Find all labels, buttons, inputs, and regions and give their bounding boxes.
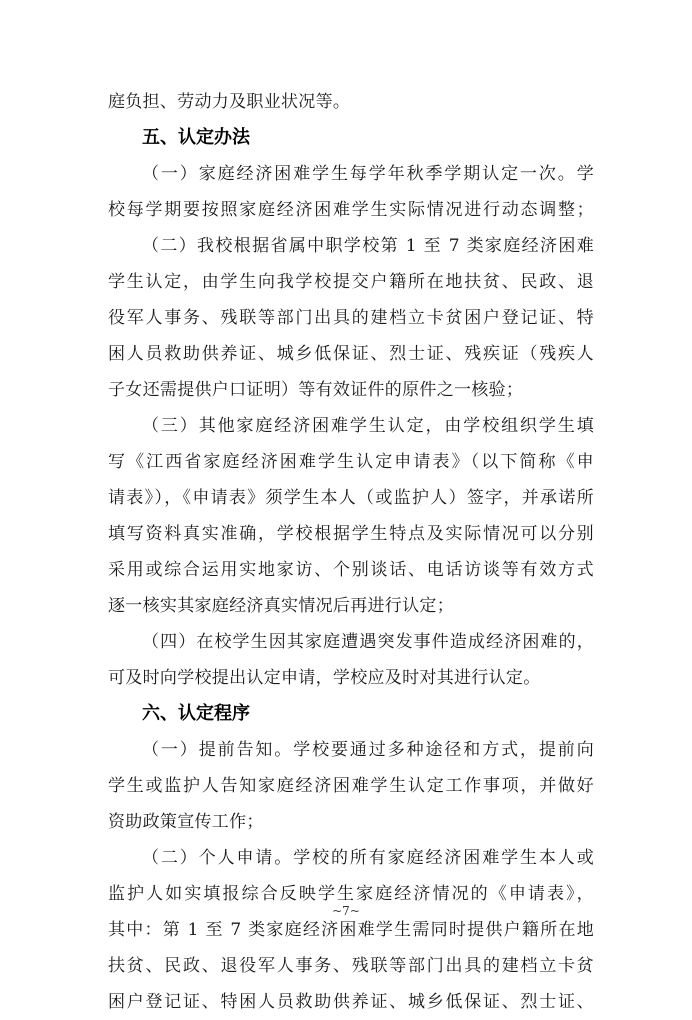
paragraph-line: （二）个人申请。学校的所有家庭经济困难学生本人或 — [142, 848, 594, 868]
paragraph-line: 写《江西省家庭经济困难学生认定申请表》（以下简称《申 — [108, 452, 594, 472]
paragraph-line: 逐一核实其家庭经济真实情况后再进行认定； — [108, 596, 454, 616]
paragraph-line: 其中：第 1 至 7 类家庭经济困难学生需同时提供户籍所在地 — [108, 920, 594, 940]
paragraph-line: 困人员救助供养证、城乡低保证、烈士证、残疾证（残疾人 — [108, 344, 594, 364]
paragraph-line: 资助政策宣传工作； — [108, 812, 264, 832]
paragraph-line: （一）提前告知。学校要通过多种途径和方式，提前向 — [142, 740, 594, 760]
paragraph-line: 扶贫、民政、退役军人事务、残联等部门出具的建档立卡贫 — [108, 956, 594, 976]
paragraph-line: （四）在校学生因其家庭遭遇突发事件造成经济困难的， — [142, 632, 594, 652]
paragraph-line: 庭负担、劳动力及职业状况等。 — [108, 92, 351, 112]
paragraph-line: （二）我校根据省属中职学校第 1 至 7 类家庭经济困难 — [142, 236, 594, 256]
paragraph-line: 役军人事务、残联等部门出具的建档立卡贫困户登记证、特 — [108, 308, 594, 328]
paragraph-line: 请表》），《申请表》须学生本人（或监护人）签字，并承诺所 — [108, 488, 594, 508]
paragraph-line: 校每学期要按照家庭经济困难学生实际情况进行动态调整； — [108, 200, 594, 220]
section-heading-6: 六、认定程序 — [142, 703, 250, 724]
section-heading-5: 五、认定办法 — [142, 127, 250, 148]
paragraph-line: 子女还需提供户口证明）等有效证件的原件之一核验； — [108, 380, 524, 400]
document-body — [108, 84, 594, 1020]
paragraph-line: 填写资料真实准确，学校根据学生特点及实际情况可以分别 — [108, 524, 594, 544]
paragraph-line: （一）家庭经济困难学生每学年秋季学期认定一次。学 — [142, 164, 594, 184]
paragraph-line: 采用或综合运用实地家访、个别谈话、电话访谈等有效方式 — [108, 560, 594, 580]
paragraph-line: 困户登记证、特困人员救助供养证、城乡低保证、烈士证、 — [108, 992, 594, 1012]
paragraph-line: （三）其他家庭经济困难学生认定，由学校组织学生填 — [142, 416, 594, 436]
paragraph-line: 监护人如实填报综合反映学生家庭经济情况的《申请表》， — [108, 884, 594, 904]
paragraph-line: 学生或监护人告知家庭经济困难学生认定工作事项，并做好 — [108, 776, 594, 796]
paragraph-line: 学生认定，由学生向我学校提交户籍所在地扶贫、民政、退 — [108, 272, 594, 292]
page-number: ~7~ — [332, 904, 360, 918]
paragraph-line: 可及时向学校提出认定申请，学校应及时对其进行认定。 — [108, 668, 541, 688]
